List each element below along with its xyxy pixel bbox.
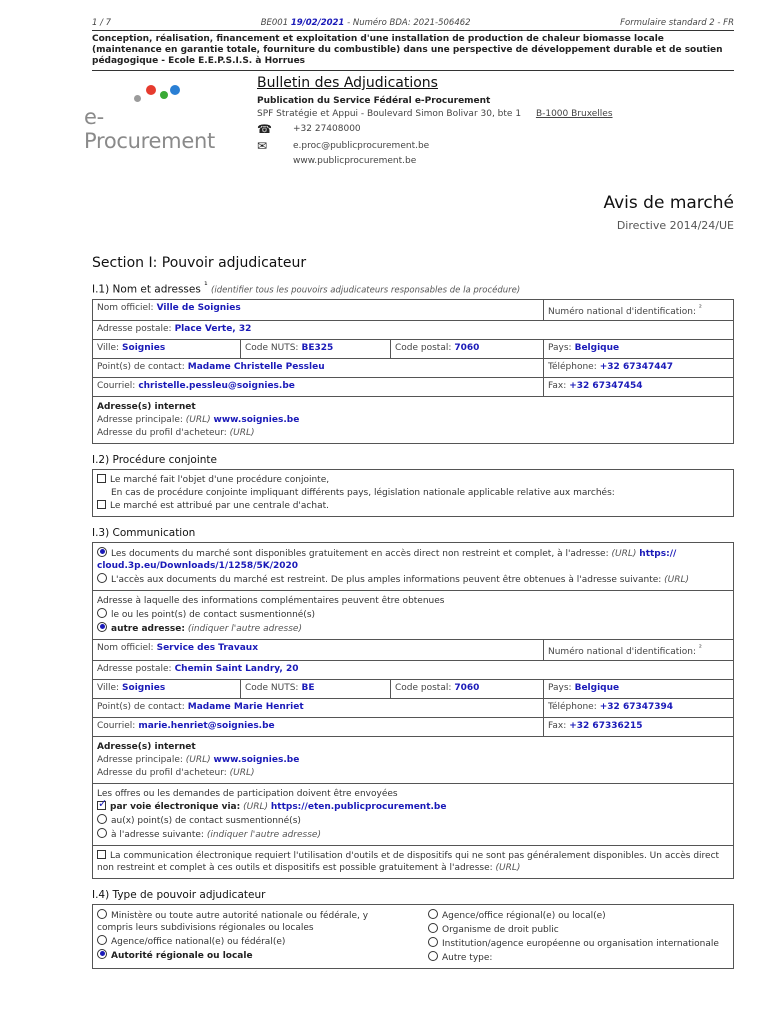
info-other-address-radio[interactable] [97,622,107,632]
subsection-i4-title: I.4) Type de pouvoir adjudicateur [92,888,266,901]
section-1-title: Section I: Pouvoir adjudicateur [92,255,307,271]
submit-address-radio[interactable] [97,828,107,838]
info-address-table: Nom officiel: Service des Travaux Numéro national d'identification: $^{^2}$ Adresse postale: Chemin Saint Landry, 20 Ville: Soignies Code NUTS: BE Code postal: 7060 Pays: Belgique Point(s) de contact: Madame Marie Henriet Téléphone: +32 67347394 Courriel: marie.henriet@soignies.be Fax: +32 67336215 Adresse(s) internet Adresse principale: (URL) www.soignies.be Adresse du profil d'acheteur: (URL) [92,639,734,784]
logo-dot-grey [134,95,141,102]
subsection-i2-title: I.2) Procédure conjointe [92,453,217,466]
subsection-i3-title: I.3) Communication [92,526,196,539]
avis-block [92,193,734,233]
type-regional-authority-radio[interactable] [97,949,107,959]
eprocurement-logo [84,85,224,153]
bulletin-publisher: Publication du Service Fédéral e-Procurement [257,96,491,106]
type-other-radio[interactable] [428,951,438,961]
electronic-comm-block: La communication électronique requiert l'utilisation d'outils et de dispositifs qui ne sont pas généralement disponibles. Un accès direct non restreint et complet à ces outils et dispositifs est possible gratuitement à l'adresse: (URL) [92,846,734,879]
avis-title: Avis de marché [603,193,734,213]
page-header-bar [92,18,734,31]
bulletin-title: Bulletin des Adjudications [257,75,438,91]
logo-dot-blue [170,85,180,95]
joint-procedure-block: Le marché fait l'objet d'une procédure conjointe, En cas de procédure conjointe impliquant différents pays, législation nationale applicable relative aux marchés: Le marché est attribué par une centrale d'achat. [92,469,734,517]
contact-email[interactable]: christelle.pessleu@soignies.be [138,380,295,391]
avis-directive: Directive 2014/24/UE [616,219,734,232]
subsection-i1-title: I.1) Nom et adresses $^{^1}$ (identifier tous les pouvoirs adjudicateurs responsables de la procédure) [92,281,521,296]
bulletin-web[interactable]: www.publicprocurement.be [293,156,417,166]
form-label: Formulaire standard 2 - FR [620,18,734,28]
authority-type-block: Ministère ou toute autre autorité nationale ou fédérale, y compris leurs subdivisions régionales ou locales Agence/office national(e) ou fédéral(e) Autorité régionale ou locale Agence/office régional(e) ou local(e) Organisme de droit public Institution/agence européenne ou organisation internationale Autre type: [92,904,734,969]
page-counter: 1 / 7 [92,18,112,28]
type-eu-institution-radio[interactable] [428,937,438,947]
phone-icon: ☎ [257,122,272,136]
communication-docs-block: Les documents du marché sont disponibles gratuitement en accès direct non restreint et complet, à l'adresse: (URL) https:// cloud.3p.eu/Downloads/1/1258/5K/2020 L'accès aux documents du marché est restreint. De plus amples informations peuvent être obtenues à l'adresse suivante: (URL) [92,542,734,591]
type-ministry-radio[interactable] [97,909,107,919]
reference-line: BE001 19/02/2021 - Numéro BDA: 2021-506462 [260,18,471,28]
type-public-body-radio[interactable] [428,923,438,933]
publication-date: 19/02/2021 [290,18,345,28]
additional-info-block: Adresse à laquelle des informations complémentaires peuvent être obtenues le ou les point(s) de contact susmentionné(s) autre adresse: (indiquer l'autre adresse) [92,591,734,640]
info-contact-radio[interactable] [97,608,107,618]
docs-restricted-radio[interactable] [97,573,107,583]
docs-free-access-radio[interactable] [97,547,107,557]
bulletin-info [257,75,737,166]
logo-dot-red [146,85,156,95]
type-national-agency-radio[interactable] [97,935,107,945]
submit-contact-radio[interactable] [97,814,107,824]
docs-url-link[interactable]: https:// cloud.3p.eu/Downloads/1/1258/5K/2020 [97,548,677,571]
bulletin-email[interactable]: ✉ e.proc@publicprocurement.be [257,139,430,153]
document-page [84,18,734,969]
document-title: Conception, réalisation, financement et exploitation d'une installation de production de chaleur biomasse locale (maintenance en garantie totale, fourniture du combustible) dans une perspective de développement durable et de soutien pédagogique - Ecole E.E.P.S.I.S. à Horrues [92,34,734,71]
submission-block: Les offres ou les demandes de participation doivent être envoyées ✓par voie électronique via: (URL) https://eten.publicprocurement.be au(x) point(s) de contact susmentionné(s) à l'adresse suivante: (indiquer l'autre adresse) [92,784,734,846]
joint-procedure-checkbox[interactable] [97,474,106,483]
type-regional-agency-radio[interactable] [428,909,438,919]
bulletin-address: SPF Stratégie et Appui - Boulevard Simon Bolivar 30, bte 1 B-1000 Bruxelles [257,109,613,119]
main-address-link[interactable]: www.soignies.be [213,414,300,425]
central-purchasing-checkbox[interactable] [97,500,106,509]
bulletin-phone: ☎ +32 27408000 [257,122,361,136]
logo-dot-green [160,91,168,99]
contracting-authority-table: Nom officiel: Ville de Soignies Numéro national d'identification: $^{^2}$ Adresse postale: Place Verte, 32 Ville: Soignies Code NUTS: BE325 Code postal: 7060 Pays: Belgique Point(s) de contact: Madame Christelle Pessleu Téléphone: +32 67347447 Courriel: christelle.pessleu@soignies.be Fax: +32 67347454 Adresse(s) internet Adresse principale: (URL) www.soignies.be Adresse du profil d'acheteur: (URL) [92,299,734,444]
eten-url-link[interactable]: https://eten.publicprocurement.be [270,801,447,812]
bulletin-header [84,75,734,193]
official-name: Ville de Soignies [156,302,241,313]
mail-icon: ✉ [257,139,268,153]
submit-electronic-checkbox[interactable] [97,801,106,810]
logo-text: e-Procurement [84,105,215,153]
postal-address: Place Verte, 32 [174,323,252,334]
electronic-tools-checkbox[interactable] [97,850,106,859]
